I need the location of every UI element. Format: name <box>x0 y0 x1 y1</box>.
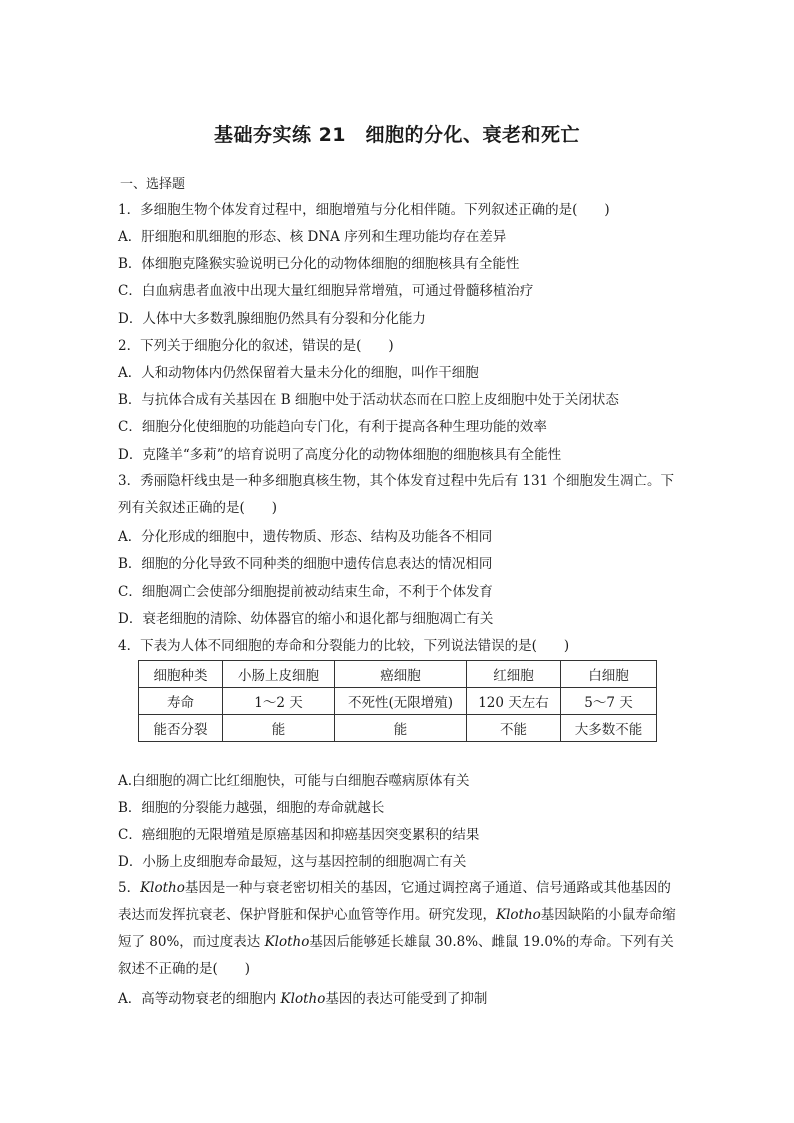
question-2-option-c: C．细胞分化使细胞的功能趋向专门化，有利于提高各种生理功能的效率 <box>118 419 547 435</box>
table-cell: 不死性(无限增殖) <box>335 688 467 715</box>
gene-name: Klotho <box>496 907 541 923</box>
question-3-option-b: B．细胞的分化导致不同种类的细胞中遗传信息表达的情况相同 <box>118 556 493 572</box>
question-1-option-d: D．人体中大多数乳腺细胞仍然具有分裂和分化能力 <box>118 311 426 327</box>
question-3-stem: 3．秀丽隐杆线虫是一种多细胞真核生物，其个体发育过程中先后有 131 个细胞发生凋亡。下列有关叙述正确的是( ) <box>118 473 674 516</box>
table-cell: 不能 <box>467 715 561 742</box>
option-text: 基因的表达可能受到了抑制 <box>325 991 488 1007</box>
question-3-option-d: D．衰老细胞的清除、幼体器官的缩小和退化都与细胞凋亡有关 <box>118 611 494 627</box>
lifespan-table <box>138 660 657 742</box>
section-heading: 一、选择题 <box>120 177 186 192</box>
question-5-stem <box>118 875 680 983</box>
question-1-stem: 1．多细胞生物个体发育过程中，细胞增殖与分化相伴随。下列叙述正确的是( ) <box>118 202 610 218</box>
table-cell: 红细胞 <box>467 661 561 688</box>
question-2-option-a: A．人和动物体内仍然保留着大量未分化的细胞，叫作干细胞 <box>118 365 479 381</box>
table-row <box>139 661 657 688</box>
table-row <box>139 715 657 742</box>
option-text: A．高等动物衰老的细胞内 <box>118 991 281 1007</box>
question-5-option-a <box>118 990 487 1008</box>
question-5-text: 基因是一种与衰老密切相关的基因，它通过调控离子通道、信号通路或其他基因的表达而发挥抗衰老、保护肾脏和保护心血管等作用。研究发现， <box>118 880 671 923</box>
question-2-option-d: D．克隆羊“多莉”的培育说明了高度分化的动物体细胞的细胞核具有全能性 <box>118 447 562 463</box>
table-row <box>139 688 657 715</box>
question-4-option-b: B．细胞的分裂能力越强，细胞的寿命就越长 <box>118 800 385 816</box>
question-3-option-c: C．细胞凋亡会使部分细胞提前被动结束生命，不利于个体发育 <box>118 584 493 600</box>
question-5-text: 基因缺陷的小鼠寿命缩短了 80%，而过度表达 <box>118 907 676 950</box>
question-3-option-a: A．分化形成的细胞中，遗传物质、形态、结构及功能各不相同 <box>118 529 493 545</box>
question-4-option-c: C．癌细胞的无限增殖是原癌基因和抑癌基因突变累积的结果 <box>118 827 480 843</box>
question-4-stem: 4．下表为人体不同细胞的寿命和分裂能力的比较，下列说法错误的是( ) <box>118 638 570 654</box>
table-cell: 1～2 天 <box>223 688 335 715</box>
question-2-stem: 2．下列关于细胞分化的叙述，错误的是( ) <box>118 338 394 354</box>
table-cell: 白细胞 <box>561 661 657 688</box>
question-4-option-d: D．小肠上皮细胞寿命最短，这与基因控制的细胞凋亡有关 <box>118 854 467 870</box>
gene-name: Klotho <box>280 991 326 1007</box>
table-cell: 小肠上皮细胞 <box>223 661 335 688</box>
question-2-option-b: B．与抗体合成有关基因在 B 细胞中处于活动状态而在口腔上皮细胞中处于关闭状态 <box>118 392 619 408</box>
question-5-text: 基因后能够延长雄鼠 30.8%、雌鼠 19.0%的寿命。下列有关叙述不正确的是( ) <box>118 934 674 977</box>
question-1-option-a: A．肝细胞和肌细胞的形态、核 DNA 序列和生理功能均存在差异 <box>118 229 507 245</box>
question-4-option-a: A.白细胞的凋亡比红细胞快，可能与白细胞吞噬病原体有关 <box>118 773 470 789</box>
table-cell: 能否分裂 <box>139 715 223 742</box>
question-1-option-b: B．体细胞克隆猴实验说明已分化的动物体细胞的细胞核具有全能性 <box>118 256 520 272</box>
table-cell: 细胞种类 <box>139 661 223 688</box>
table-cell: 癌细胞 <box>335 661 467 688</box>
page-title: 基础夯实练 21 细胞的分化、衰老和死亡 <box>213 124 581 146</box>
table-cell: 大多数不能 <box>561 715 657 742</box>
table-cell: 120 天左右 <box>467 688 561 715</box>
table-cell: 5～7 天 <box>561 688 657 715</box>
question-5-number: 5． <box>118 880 141 896</box>
gene-name: Klotho <box>140 880 185 896</box>
question-1-option-c: C．白血病患者血液中出现大量红细胞异常增殖，可通过骨髓移植治疗 <box>118 283 534 299</box>
gene-name: Klotho <box>264 934 310 950</box>
table-cell: 能 <box>335 715 467 742</box>
table-cell: 寿命 <box>139 688 223 715</box>
table-cell: 能 <box>223 715 335 742</box>
